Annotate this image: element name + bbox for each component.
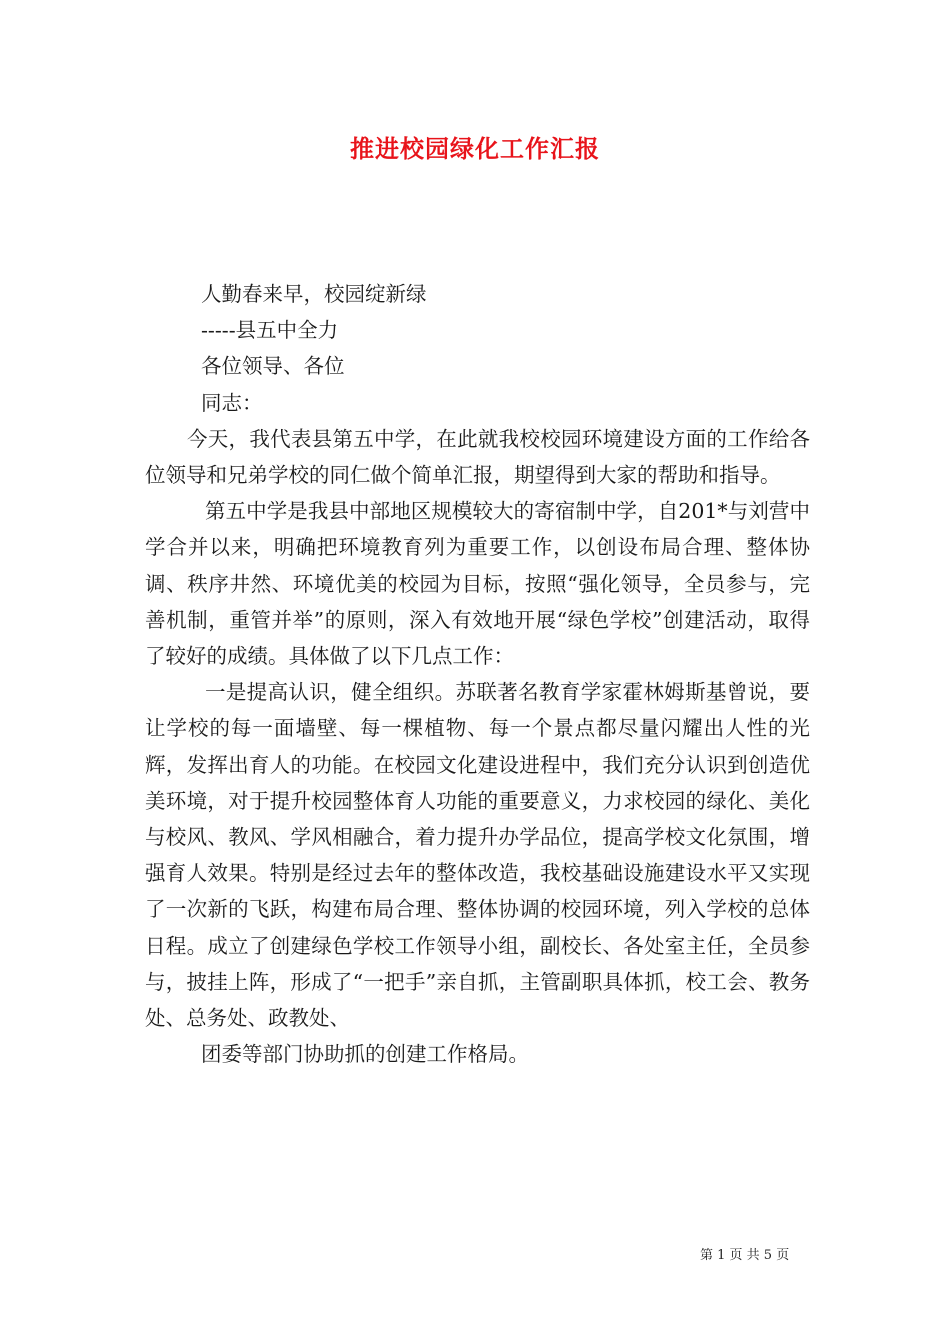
paragraph-background: 第五中学是我县中部地区规模较大的寄宿制中学，自201*与刘营中学合并以来，明确把环境教育列为重要工作，以创设布局合理、整体协调、秩序井然、环境优美的校园为目标，按照“强化领导，全员参与，完善机制，重管并举”的原则，深入有效地开展“绿色学校”创建活动，取得了较好的成绩。具体做了以下几点工作： [145, 499, 810, 669]
document-body [145, 276, 810, 1072]
byline: -----县五中全力 [201, 318, 339, 343]
page-number: 第 1 页 共 5 页 [700, 1248, 790, 1263]
paragraph-continuation: 团委等部门协助抓的创建工作格局。 [201, 1042, 529, 1067]
paragraph-point-one: 一是提高认识，健全组织。苏联著名教育学家霍林姆斯基曾说，要让学校的每一面墙壁、每一棵植物、每一个景点都尽量闪耀出人性的光辉，发挥出育人的功能。在校园文化建设进程中，我们充分认识到创造优美环境，对于提升校园整体育人功能的重要意义，力求校园的绿化、美化与校风、教风、学风相融合，着力提升办学品位，提高学校文化氛围，增强育人效果。特别是经过去年的整体改造，我校基础设施建设水平又实现了一次新的飞跃，构建布局合理、整体协调的校园环境，列入学校的总体日程。成立了创建绿色学校工作领导小组，副校长、各处室主任，全员参与，披挂上阵，形成了“一把手”亲自抓，主管副职具体抓，校工会、教务处、总务处、政教处、 [145, 680, 810, 1031]
document-title: 推进校园绿化工作汇报 [350, 134, 600, 163]
paragraph-intro: 今天，我代表县第五中学，在此就我校校园环境建设方面的工作给各位领导和兄弟学校的同仁做个简单汇报，期望得到大家的帮助和指导。 [145, 426, 810, 488]
salutation-line-1: 各位领导、各位 [201, 354, 345, 379]
subtitle-line: 人勤春来早，校园绽新绿 [201, 282, 427, 306]
salutation-line-2: 同志： [201, 390, 263, 415]
